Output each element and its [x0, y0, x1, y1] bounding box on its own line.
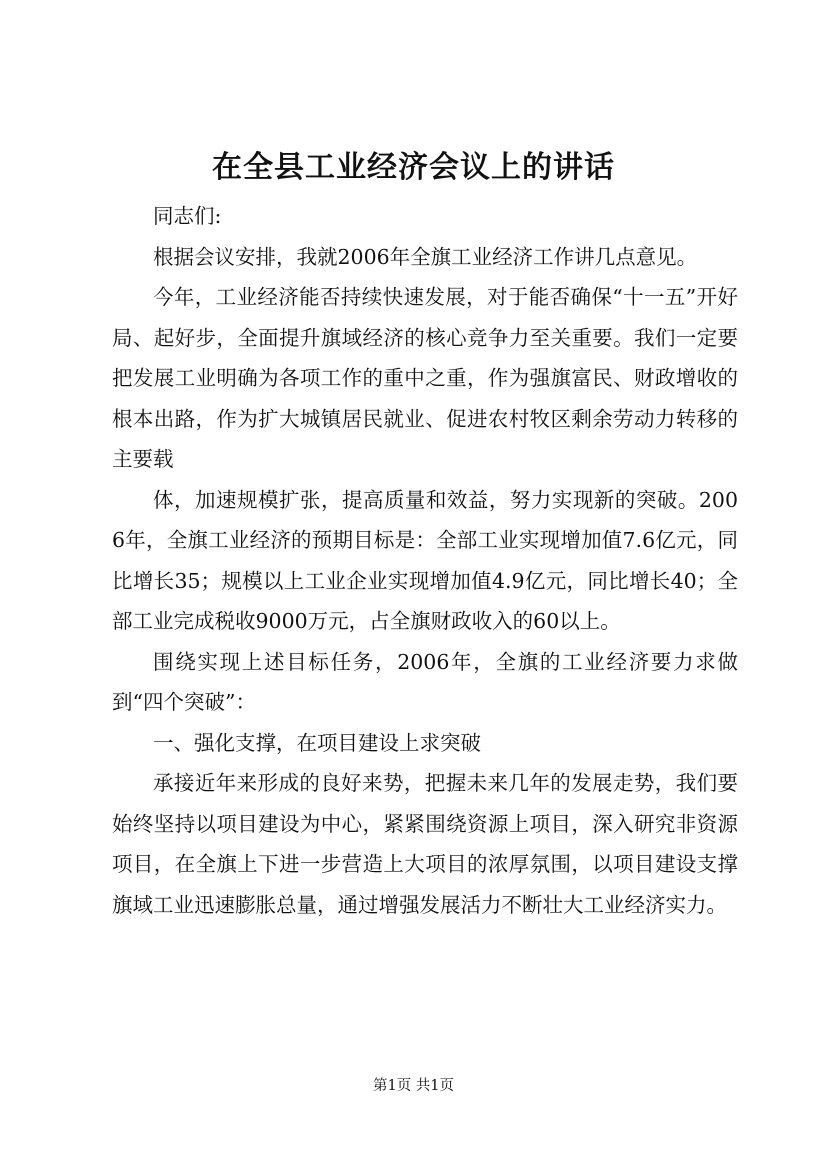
paragraph-targets: 体，加速规模扩张，提高质量和效益，努力实现新的突破。2006年，全旗工业经济的预期目标是：全部工业实现增加值7.6亿元，同比增长35；规模以上工业企业实现增加值4.9亿元，同比增长40；全部工业完成税收9000万元，占全旗财政收入的60以上。: [112, 487, 738, 633]
page-number-label: 第1页 共1页: [372, 1078, 455, 1094]
paragraph-salutation: 同志们:: [153, 204, 222, 228]
paragraph-intro: 根据会议安排，我就2006年全旗工业经济工作讲几点意见。: [153, 244, 698, 269]
paragraph-project-construction: 承接近年来形成的良好来势，把握未来几年的发展走势，我们要始终坚持以项目建设为中心，紧紧围绕资源上项目，深入研究非资源项目，在全旗上下进一步营造上大项目的浓厚氛围，以项目建设支撑旗域工业迅速膨胀总量，通过增强发展活力不断壮大工业经济实力。: [112, 771, 738, 917]
paragraph-importance: 今年，工业经济能否持续快速发展，对于能否确保“十一五”开好局、起好步，全面提升旗域经济的核心竞争力至关重要。我们一定要把发展工业明确为各项工作的重中之重，作为强旗富民、财政增收的根本出路，作为扩大城镇居民就业、促进农村牧区剩余劳动力转移的主要载: [112, 285, 738, 471]
document-title: 在全县工业经济会议上的讲话: [212, 150, 615, 185]
document-body: [112, 196, 738, 925]
page-footer: [0, 1076, 827, 1096]
section-heading-1: 一、强化支撑，在项目建设上求突破: [153, 730, 481, 755]
paragraph-four-breakthroughs: 围绕实现上述目标任务，2006年，全旗的工业经济要力求做到“四个突破”：: [112, 649, 738, 714]
